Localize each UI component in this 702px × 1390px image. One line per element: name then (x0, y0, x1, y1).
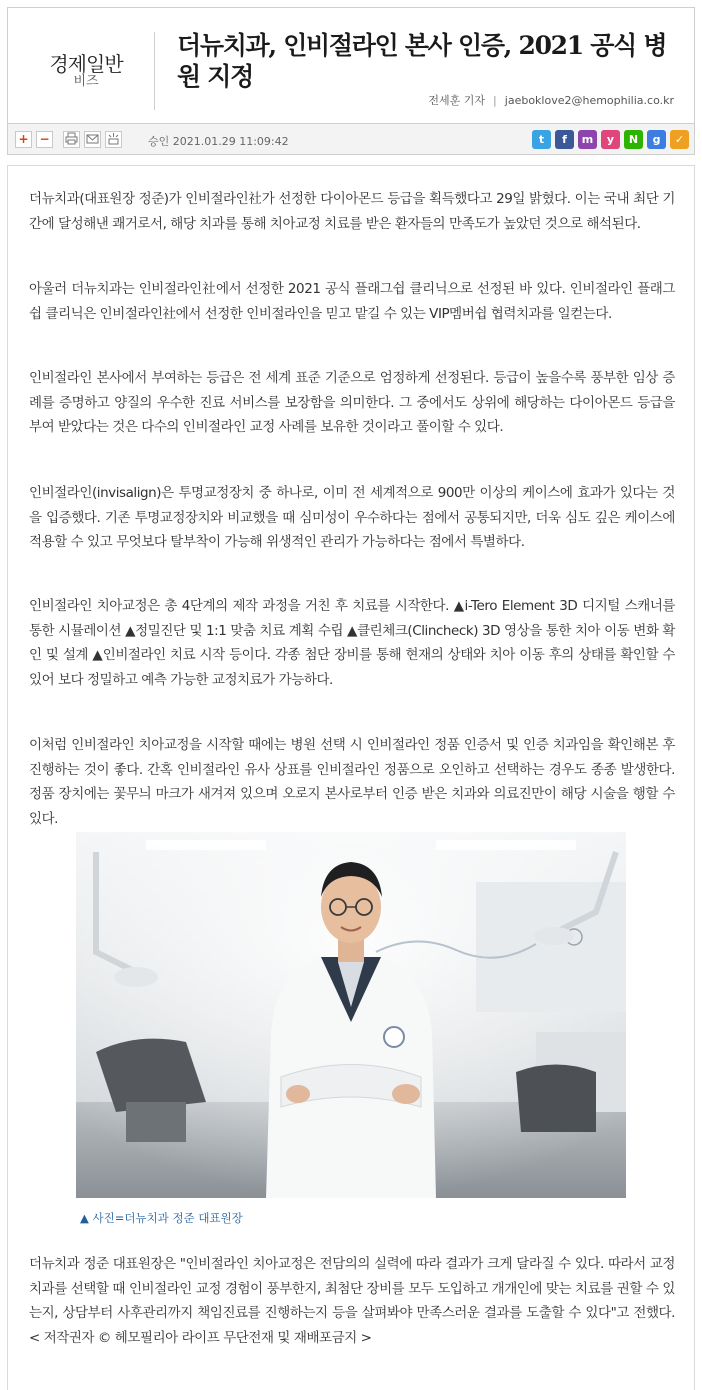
email-icon[interactable] (84, 131, 101, 148)
twitter-share-icon[interactable]: t (532, 130, 551, 149)
me2day-share-icon[interactable]: m (578, 130, 597, 149)
reporter-name: 전세훈 기자 (428, 94, 486, 107)
section-sub[interactable]: 비즈 (73, 74, 99, 89)
print-icon[interactable] (63, 131, 80, 148)
article-toolbar (7, 124, 695, 155)
google-share-icon[interactable]: g (647, 130, 666, 149)
byline-separator: | (493, 94, 497, 107)
naver-share-icon[interactable]: N (624, 130, 643, 149)
yozm-share-icon[interactable]: y (601, 130, 620, 149)
facebook-share-icon[interactable]: f (555, 130, 574, 149)
reporter-email[interactable]: jaeboklove2@hemophilia.co.kr (504, 94, 674, 107)
article-paragraph-4: 인비절라인(invisalign)은 투명교정장치 중 하나로, 이미 전 세계적으로 900만 이상의 케이스에 효과가 있다는 것을 입증했다. 기존 투명교정장치와 비교했을 때 심미성이 우수하다는 점에서 공통되지만, 더욱 심도 깊은 케이스에 적용할 수 있고 무엇보다 탈부착이 가능해 위생적인 관리가 가능하다는 점에서 특별하다. (29, 485, 675, 550)
byline (428, 92, 674, 108)
scrap-icon[interactable] (105, 131, 122, 148)
photo-caption: ▲ 사진=더뉴치과 정준 대표원장 (80, 1211, 243, 1225)
article-paragraph-5: 인비절라인 치아교정은 총 4단계의 제작 과정을 거친 후 치료를 시작한다. ▲i-Tero Element 3D 디지털 스캐너를 통한 시뮬레이션 ▲정밀진단 및 1:1 맞춤 치료 계획 수립 ▲클린체크(Clincheck) 3D 영상을 통한 치아 이동 변화 확인 및 설계 ▲인비절라인 치료 시작 등이다. 각종 첨단 장비를 통해 현재의 상태와 치아 이동 후의 상태를 확인할 수 있어 보다 정밀하고 예측 가능한 교정치료가 가능하다. (29, 598, 675, 688)
page-title: 더뉴치과, 인비절라인 본사 인증, 2021 공식 병원 지정 (177, 31, 667, 91)
article-photo (76, 832, 626, 1198)
header-divider (154, 32, 155, 110)
article-paragraph-1: 더뉴치과(대표원장 정준)가 인비절라인社가 선정한 다이아몬드 등급을 획득했다고 29일 밝혔다. 이는 국내 최단 기간에 달성해낸 쾌거로서, 해당 치과를 통해 치아교정 치료를 받은 환자들의 만족도가 높았던 것으로 해석된다. (29, 191, 675, 232)
approved-datetime: 승인 2021.01.29 11:09:42 (148, 135, 289, 148)
font-decrease-button[interactable]: − (36, 131, 53, 148)
article-paragraph-6: 이처럼 인비절라인 치아교정을 시작할 때에는 병원 선택 시 인비절라인 정품 인증서 및 인증 치과임을 확인해본 후 진행하는 것이 좋다. 간혹 인비절라인 유사 상표를 인비절라인 정품으로 오인하고 선택하는 경우도 종종 발생한다. 정품 장치에는 꽃무늬 마크가 새겨져 있으며 오로지 본사로부터 인증 받은 치과와 의료진만이 해당 시술을 행할 수 있다. (29, 737, 675, 827)
font-increase-button[interactable]: + (15, 131, 32, 148)
article-paragraph-3: 인비절라인 본사에서 부여하는 등급은 전 세계 표준 기준으로 엄정하게 선정된다. 등급이 높을수록 풍부한 임상 증례를 증명하고 양질의 우수한 진료 서비스를 보장함을 의미한다. 그 중에서도 상위에 해당하는 다이아몬드 등급을 부여 받았다는 것은 다수의 인비절라인 교정 사례를 보유한 것이라고 풀이할 수 있다. (29, 370, 675, 435)
article-paragraph-closing: 더뉴치과 정준 대표원장은 "인비절라인 치아교정은 전담의의 실력에 따라 결과가 크게 달라질 수 있다. 따라서 교정치과를 선택할 때 인비절라인 교정 경험이 풍부한지, 최첨단 장비를 모두 도입하고 개개인에 맞는 치료를 권할 수 있는지, 상담부터 사후관리까지 책임진료를 진행하는지 등을 살펴봐야 만족스러운 결과를 도출할 수 있다"고 전했다.< 저작권자 © 헤모필리아 라이프 무단전재 및 재배포금지 > (29, 1256, 675, 1346)
section-name[interactable]: 경제일반 (49, 52, 123, 76)
article-header (7, 7, 695, 124)
doctor-photo-illustration (76, 832, 626, 1198)
article-paragraph-2: 아울러 더뉴치과는 인비절라인社에서 선정한 2021 공식 플래그쉽 클리닉으로 선정된 바 있다. 인비절라인 플래그쉽 클리닉은 인비절라인社에서 선정한 인비절라인을 믿고 맡길 수 있는 VIP멤버쉽 협력치과를 일컫는다. (29, 281, 675, 322)
bookmark-share-icon[interactable]: ✓ (670, 130, 689, 149)
